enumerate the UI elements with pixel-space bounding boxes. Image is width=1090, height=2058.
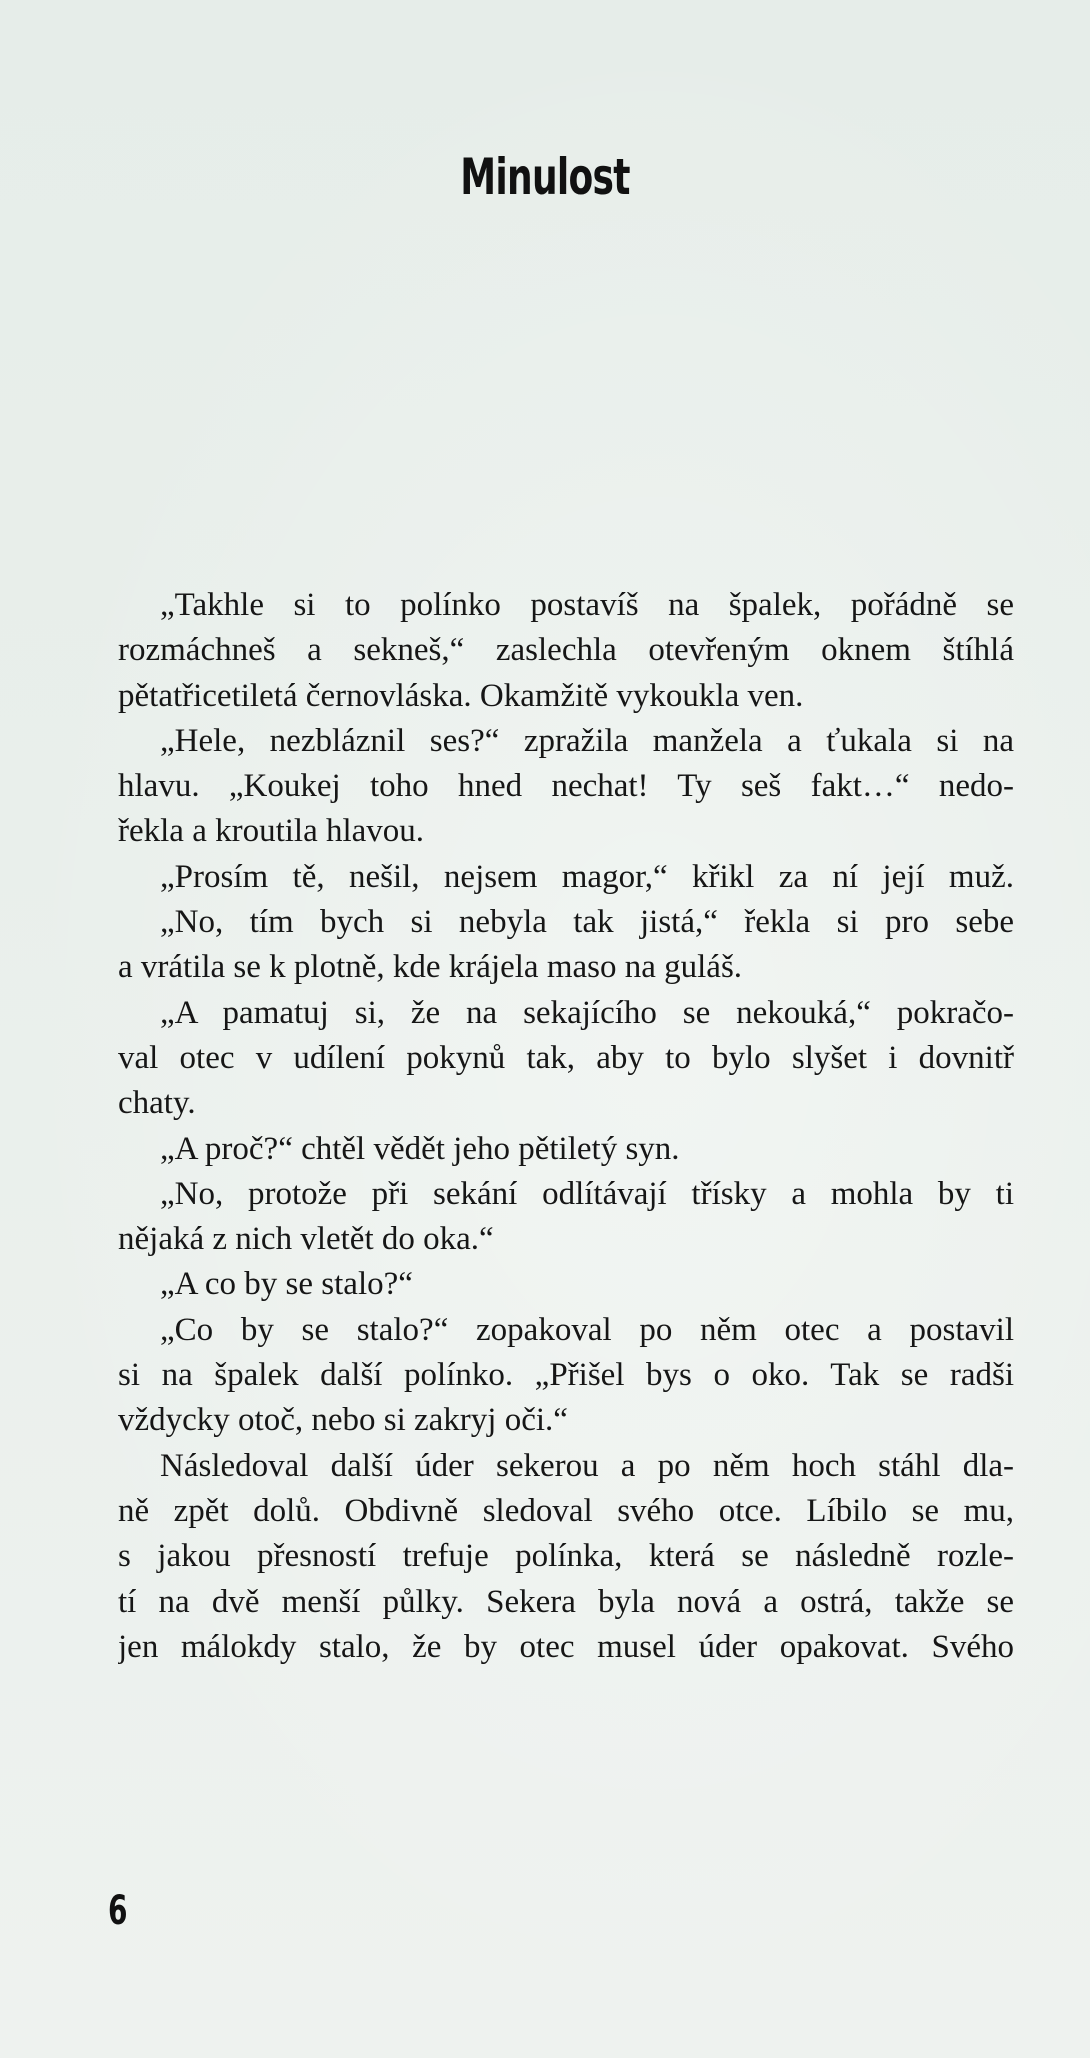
text-line: Následoval další úder sekerou a po něm hoch stáhl dla-	[160, 1447, 1014, 1484]
text-line: hlavu. „Koukej toho hned nechat! Ty seš fakt…“ nedo-	[118, 768, 1014, 805]
text-line: řekla a kroutila hlavou.	[118, 813, 425, 850]
text-line: ně zpět dolů. Obdivně sledoval svého otce. Líbilo se mu,	[118, 1492, 1014, 1529]
text-line: „No, protože při sekání odlítávají třísky a mohla by ti	[160, 1175, 1014, 1212]
text-line: jen málokdy stalo, že by otec musel úder opakovat. Svého	[118, 1628, 1014, 1665]
text-line: „A proč?“ chtěl vědět jeho pětiletý syn.	[160, 1130, 680, 1167]
text-line: „Takhle si to polínko postavíš na špalek, pořádně se	[160, 587, 1014, 623]
text-line: vždycky otoč, nebo si zakryj oči.“	[118, 1402, 568, 1439]
body-text	[118, 583, 1014, 1670]
text-line: chaty.	[118, 1085, 196, 1122]
text-line: „Co by se stalo?“ zopakoval po něm otec a postavil	[160, 1311, 1014, 1348]
text-line: „A pamatuj si, že na sekajícího se nekouká,“ pokračo-	[160, 994, 1014, 1031]
page-number: 6	[108, 1888, 128, 1934]
text-line: nějaká z nich vletět do oka.“	[118, 1221, 494, 1258]
text-line: s jakou přesností trefuje polínka, která se následně rozle-	[118, 1538, 1014, 1575]
text-line: a vrátila se k plotně, kde krájela maso na guláš.	[118, 949, 743, 986]
text-line: „Hele, nezbláznil ses?“ zpražila manžela a ťukala si na	[160, 722, 1014, 759]
text-line: tí na dvě menší půlky. Sekera byla nová a ostrá, takže se	[118, 1583, 1014, 1620]
text-line: rozmáchneš a sekneš,“ zaslechla otevřeným oknem štíhlá	[118, 632, 1014, 669]
chapter-title: Minulost	[460, 148, 630, 206]
text-line: val otec v udílení pokynů tak, aby to bylo slyšet i dovnitř	[118, 1039, 1014, 1076]
text-line: si na špalek další polínko. „Přišel bys o oko. Tak se radši	[118, 1357, 1014, 1394]
text-line: „Prosím tě, nešil, nejsem magor,“ křikl za ní její muž.	[160, 858, 1014, 895]
text-line: pětatřicetiletá černovláska. Okamžitě vykoukla ven.	[118, 677, 804, 714]
text-line: „A co by se stalo?“	[160, 1266, 413, 1303]
text-line: „No, tím bych si nebyla tak jistá,“ řekla si pro sebe	[160, 904, 1014, 941]
